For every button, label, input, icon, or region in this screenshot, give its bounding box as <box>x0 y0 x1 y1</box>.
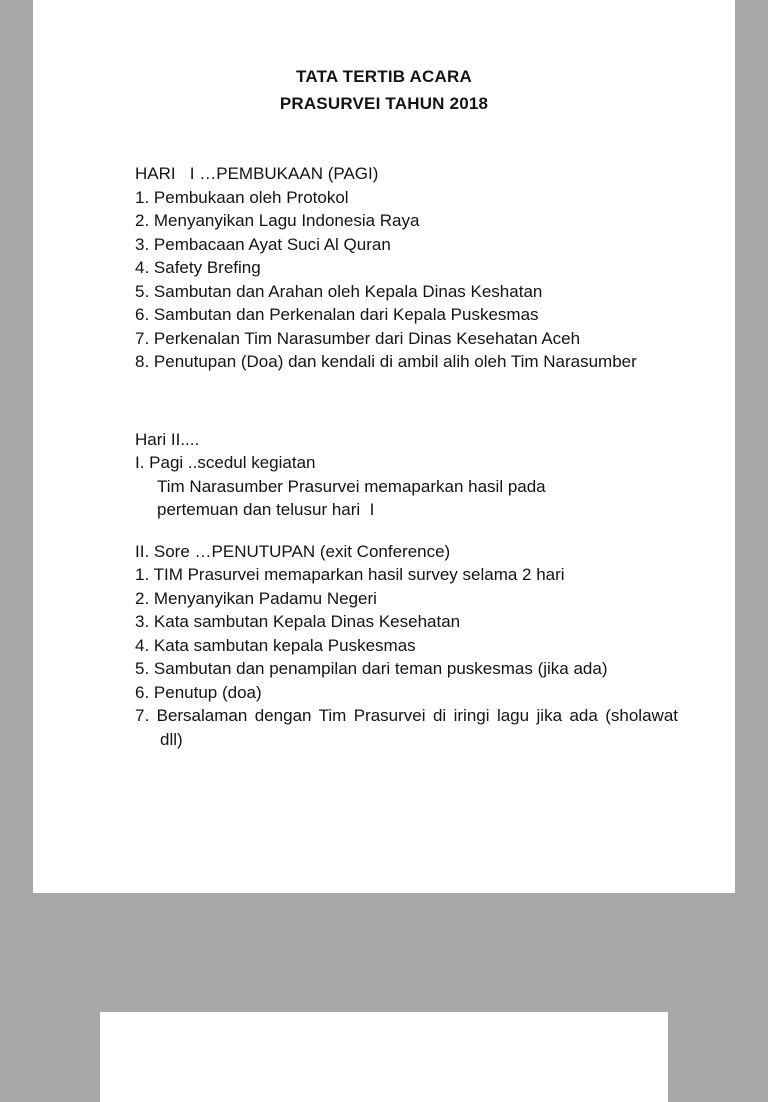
day2-heading: Hari II.... <box>135 429 200 449</box>
list-item: 1. TIM Prasurvei memaparkan hasil survey selama 2 hari <box>135 565 565 584</box>
list-item: 3. Pembacaan Ayat Suci Al Quran <box>135 234 391 254</box>
next-page-preview <box>100 1012 668 1102</box>
list-item: 4. Kata sambutan kepala Puskesmas <box>135 635 416 655</box>
list-item: 5. Sambutan dan Arahan oleh Kepala Dinas Keshatan <box>135 281 543 301</box>
document-body <box>135 162 678 751</box>
list-item: 2. Menyanyikan Padamu Negeri <box>135 588 377 608</box>
list-item: 8. Penutupan (Doa) dan kendali di ambil alih oleh Tim Narasumber <box>135 352 637 371</box>
document-page <box>33 0 735 893</box>
list-item: 1. Pembukaan oleh Protokol <box>135 187 349 207</box>
day2-afternoon-heading: II. Sore …PENUTUPAN (exit Conference) <box>135 541 451 561</box>
list-item: 3. Kata sambutan Kepala Dinas Kesehatan <box>135 612 461 631</box>
list-item: 7. Bersalaman dengan Tim Prasurvei di iringi lagu jika ada (sholawat dll) <box>135 706 678 749</box>
day2-morning-heading: I. Pagi ..scedul kegiatan <box>135 453 316 472</box>
day2-morning-body: Tim Narasumber Prasurvei memaparkan hasil pada pertemuan dan telusur hari I <box>157 476 551 519</box>
title-line-2: PRASURVEI TAHUN 2018 <box>279 94 489 113</box>
list-item: 5. Sambutan dan penampilan dari teman puskesmas (jika ada) <box>135 659 608 678</box>
list-item: 6. Penutup (doa) <box>135 682 262 702</box>
list-item: 2. Menyanyikan Lagu Indonesia Raya <box>135 211 420 230</box>
list-item: 4. Safety Brefing <box>135 258 261 277</box>
title-line-1: TATA TERTIB ACARA <box>296 67 472 86</box>
day2-afternoon-list <box>135 563 678 751</box>
day1-heading: HARI I …PEMBUKAAN (PAGI) <box>135 164 379 183</box>
document-title <box>33 0 735 117</box>
list-item: 6. Sambutan dan Perkenalan dari Kepala Puskesmas <box>135 305 539 324</box>
list-item: 7. Perkenalan Tim Narasumber dari Dinas Kesehatan Aceh <box>135 328 581 348</box>
day1-list <box>135 186 678 374</box>
